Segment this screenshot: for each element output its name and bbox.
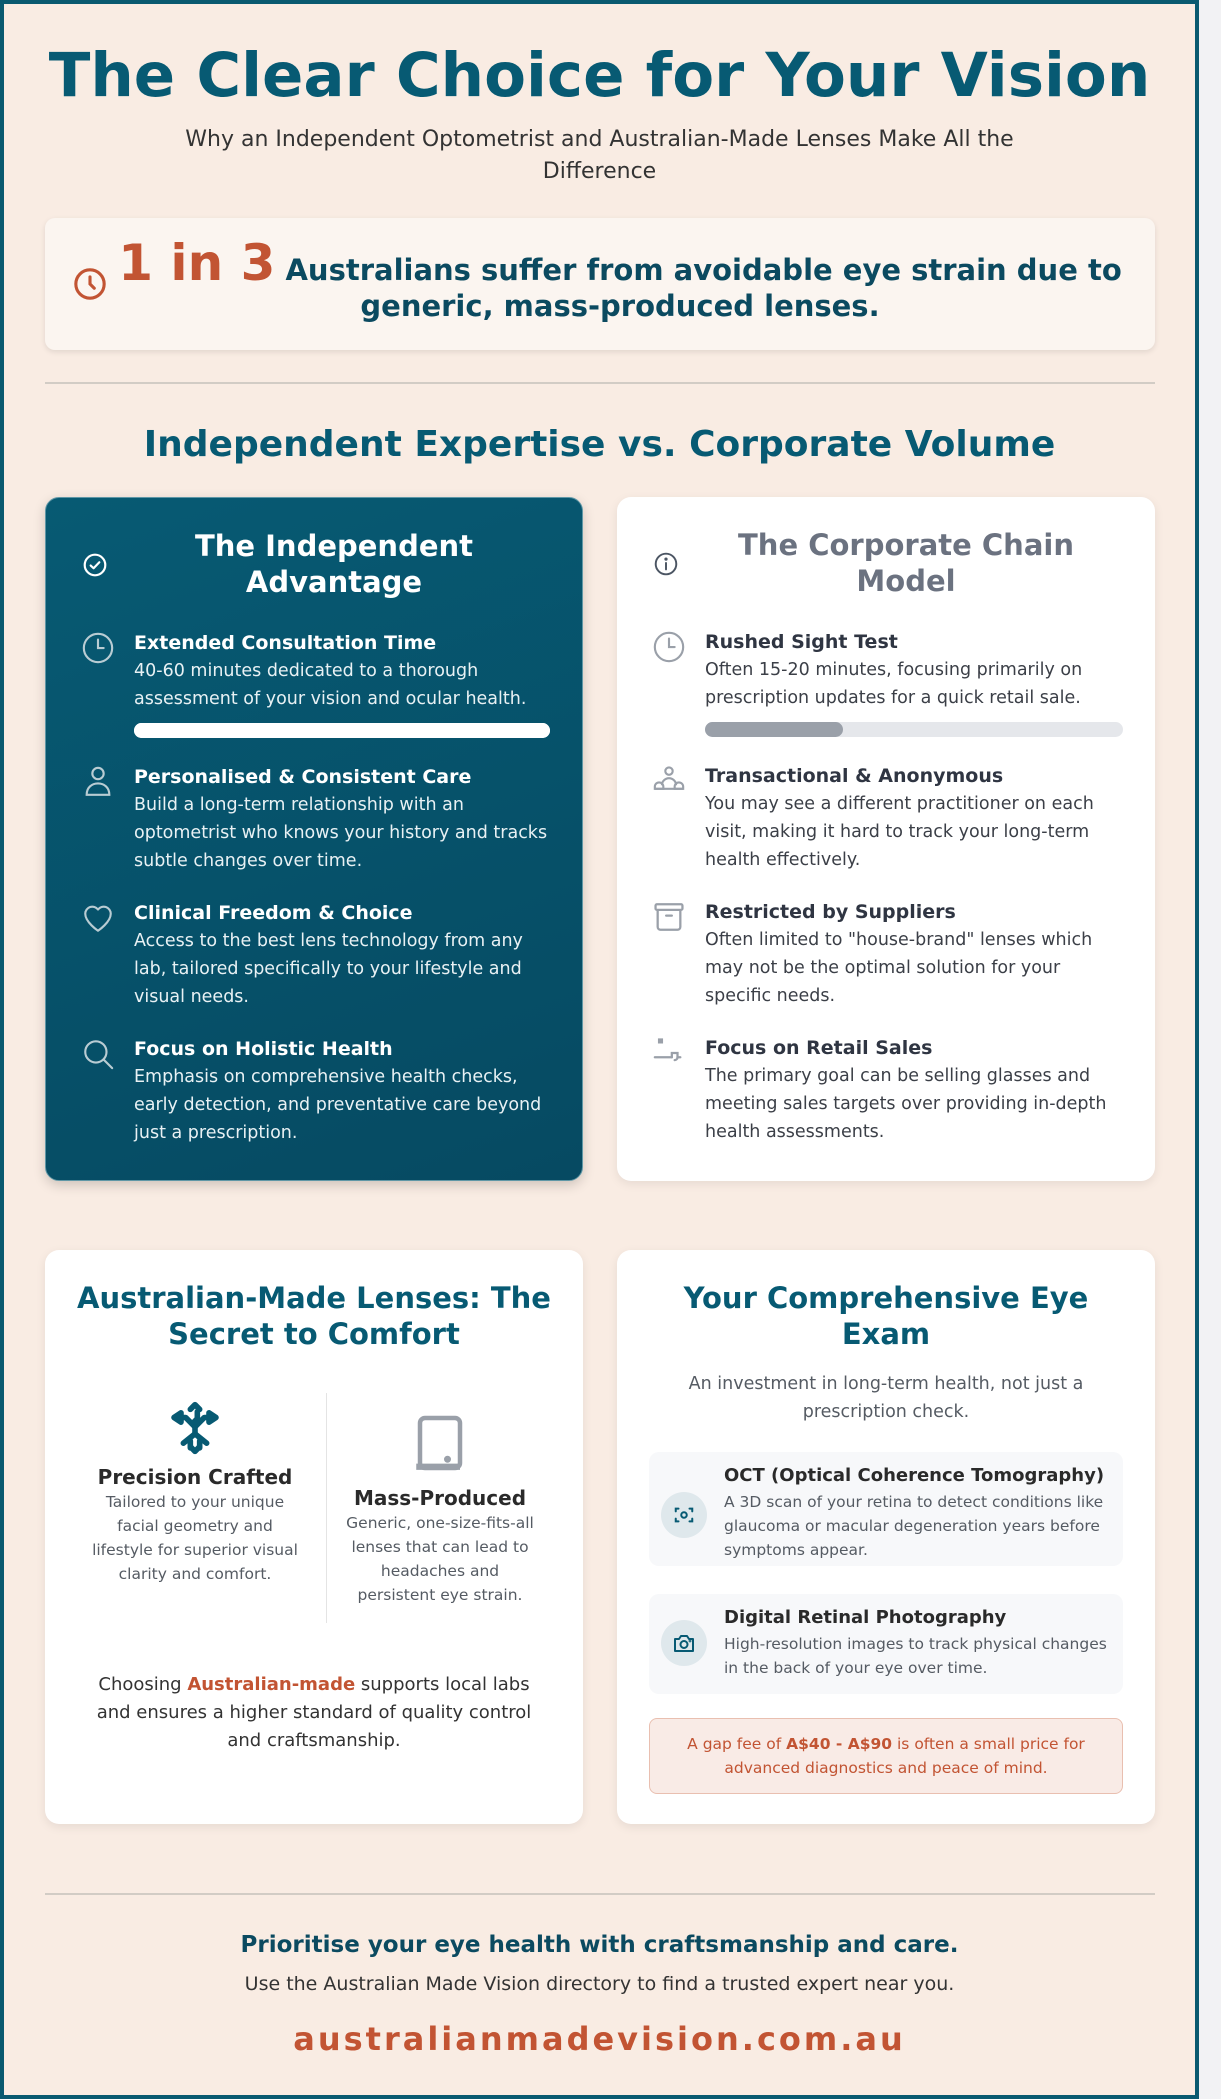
item-description: Build a long-term relationship with an optometrist who knows your history and tracks subtle changes over time.: [134, 795, 548, 871]
item-title: Clinical Freedom & Choice: [134, 902, 413, 924]
archive-box-icon: [652, 900, 686, 934]
check-circle-icon: [82, 552, 108, 578]
exam-item-description: High-resolution images to track physical changes in the back of your eye over time.: [724, 1635, 1107, 1677]
cash-register-icon: [652, 1036, 686, 1070]
info-circle-icon: [653, 551, 679, 577]
footer-divider: [45, 1893, 1155, 1895]
item-title: Personalised & Consistent Care: [134, 766, 472, 788]
precision-description: Tailored to your unique facial geometry and lifestyle for superior visual clarity and comfort.: [92, 1493, 298, 1583]
consultation-time-bar: [134, 723, 550, 738]
page-subtitle: Why an Independent Optometrist and Australian-Made Lenses Make All the Difference: [185, 127, 1014, 184]
lenses-footer: [85, 1671, 543, 1755]
stat-number: 1 in 3: [118, 233, 276, 292]
exam-item-oct: [649, 1452, 1123, 1566]
precision-title: Precision Crafted: [97, 1465, 293, 1489]
mass-description: Generic, one-size-fits-all lenses that can lead to headaches and persistent eye strain.: [346, 1514, 534, 1604]
exam-item-description: A 3D scan of your retina to detect conditions like glaucoma or macular degeneration years before symptoms appear.: [724, 1493, 1104, 1559]
scan-icon: [661, 1492, 707, 1538]
item-description: Often 15-20 minutes, focusing primarily on prescription updates for a quick retail sale.: [705, 660, 1083, 708]
page-title: The Clear Choice for Your Vision: [48, 40, 1151, 111]
gap-fee-text: is often a small price for advanced diagnostics and peace of mind.: [724, 1735, 1085, 1777]
gap-fee-notice: [649, 1718, 1123, 1794]
item-description: You may see a different practitioner on each visit, making it hard to track your long-term health effectively.: [705, 794, 1094, 870]
section-divider: [45, 382, 1155, 384]
stat-callout: [45, 218, 1155, 350]
stat-text: [65, 233, 1135, 324]
clock-icon: [73, 267, 107, 301]
item-title: Transactional & Anonymous: [705, 765, 1004, 787]
search-icon: [81, 1037, 115, 1071]
item-title: Rushed Sight Test: [705, 631, 898, 653]
tablet-icon: [410, 1413, 470, 1473]
user-icon: [81, 765, 115, 799]
lenses-card: [45, 1250, 583, 1824]
independent-card: [45, 497, 583, 1181]
column-divider: [326, 1393, 327, 1623]
corporate-title: The Corporate Chain Model: [738, 528, 1074, 598]
lenses-footer-text: Choosing: [98, 1674, 188, 1695]
clock-icon: [81, 631, 115, 665]
item-description: Emphasis on comprehensive health checks, early detection, and preventative care beyond just a prescription.: [134, 1067, 542, 1143]
clock-icon: [652, 630, 686, 664]
precision-crafted: [85, 1400, 305, 1586]
website-link[interactable]: australianmadevision.com.au: [293, 2020, 906, 2058]
exam-item-retinal: [649, 1594, 1123, 1694]
exam-item-title: Digital Retinal Photography: [724, 1607, 1007, 1628]
comparison-heading: Independent Expertise vs. Corporate Volume: [143, 424, 1056, 465]
exam-item-title: OCT (Optical Coherence Tomography): [724, 1465, 1105, 1486]
exam-card: [617, 1250, 1155, 1824]
exam-subtitle: An investment in long-term health, not just a prescription check.: [688, 1374, 1084, 1422]
sight-test-time-bar: [705, 722, 1123, 737]
item-description: 40-60 minutes dedicated to a thorough assessment of your vision and ocular health.: [134, 661, 527, 709]
lenses-title: Australian-Made Lenses: The Secret to Comfort: [77, 1281, 551, 1351]
item-title: Focus on Holistic Health: [134, 1038, 393, 1060]
precision-arrows-icon: [167, 1400, 223, 1456]
gap-fee-amount: A$40 - A$90: [786, 1735, 893, 1753]
consultation-time-bar-fill: [134, 723, 550, 738]
item-title: Restricted by Suppliers: [705, 901, 956, 923]
heart-icon: [81, 901, 115, 935]
sight-test-time-bar-fill: [705, 722, 843, 737]
item-description: Access to the best lens technology from any lab, tailored specifically to your lifestyle and visual needs.: [134, 931, 523, 1007]
camera-icon: [661, 1620, 707, 1666]
footer-subtext: Use the Australian Made Vision directory to find a trusted expert near you.: [244, 1973, 955, 1995]
footer-headline: Prioritise your eye health with craftsmanship and care.: [240, 1932, 959, 1958]
lenses-footer-text: supports local labs and ensures a higher standard of quality control and craftsmanship.: [96, 1674, 532, 1751]
mass-produced: [340, 1413, 540, 1607]
item-title: Focus on Retail Sales: [705, 1037, 933, 1059]
independent-title: The Independent Advantage: [194, 529, 474, 599]
corporate-card: [617, 497, 1155, 1181]
mass-title: Mass-Produced: [353, 1486, 527, 1510]
gap-fee-text: A gap fee of: [687, 1735, 787, 1753]
exam-title: Your Comprehensive Eye Exam: [683, 1281, 1089, 1351]
stat-description: Australians suffer from avoidable eye strain due to generic, mass-produced lenses.: [285, 252, 1122, 323]
australian-made-highlight: Australian-made: [187, 1674, 356, 1695]
item-description: The primary goal can be selling glasses and meeting sales targets over providing in-depth health assessments.: [705, 1066, 1107, 1142]
item-title: Extended Consultation Time: [134, 632, 437, 654]
item-description: Often limited to "house-brand" lenses which may not be the optimal solution for your specific needs.: [705, 930, 1093, 1006]
users-icon: [652, 764, 686, 798]
